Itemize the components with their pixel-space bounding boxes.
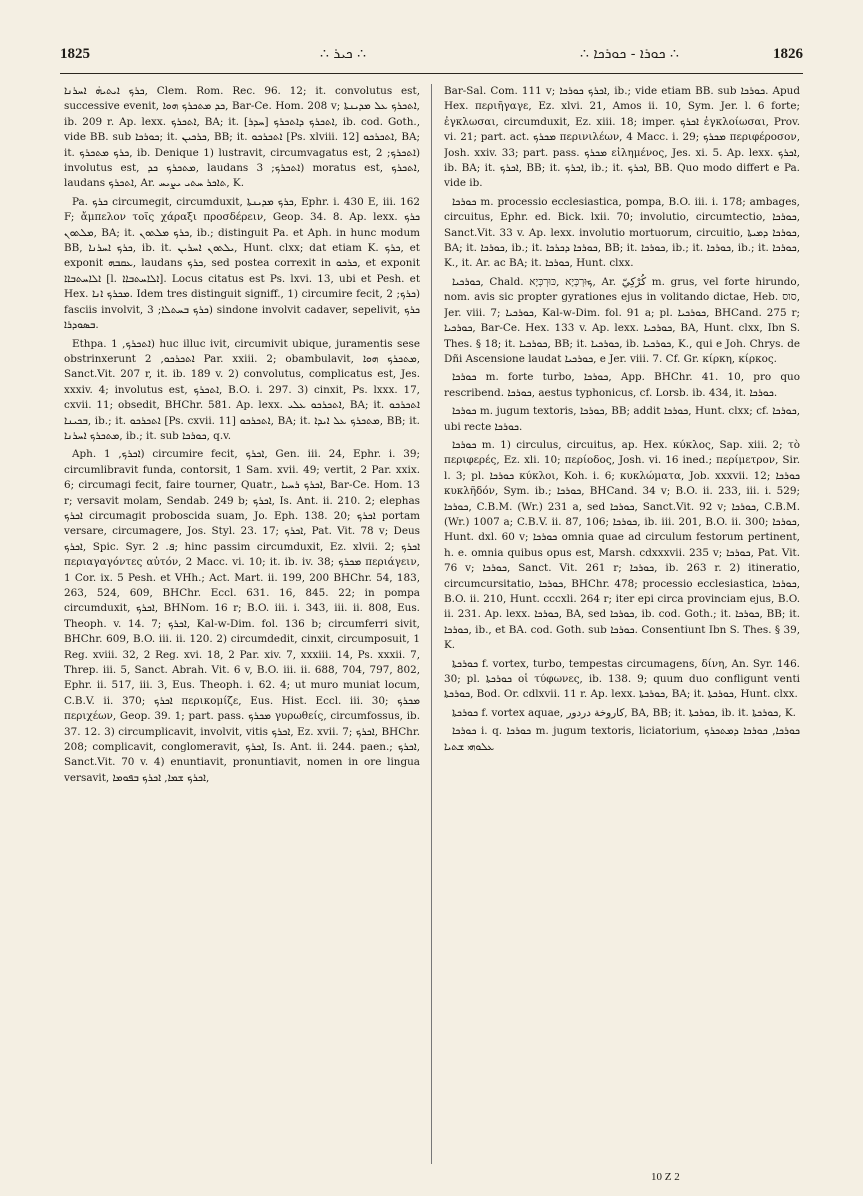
entry-paragraph: ܟܘܪܟܐ m. processio ecclesiastica, pompa, B.O. iii. i. 178; ambages, circuitus, Ephr. ed. Bick. lxii. 70; involutio, circumtectio, ܟܘܪܟܐ, Sanct.Vit. 33 v. Ap. lexx. involutio mortuorum, circuitio, ܟܘܪܟܐ ܕܡܝܬܐ, BA; it. ܟܘܪܟܐ, ib.; it. ܟܘܪܟܐ ܕܟܪܟܐ, BB; it. ܟܘܪܟܐ, ib.; it. ܟܘܪܟܐ, ib.; it. ܟܘܪܟܐ, K., it. Ar. ac BA; it. ܟܘܪܟܐ, Hunt. clxx.	[444, 195, 800, 270]
header-rule	[60, 73, 803, 74]
left-column	[64, 84, 420, 1164]
entry-paragraph: Aph. ܐܟܪܟ, 1) circumire fecit, ܐܟܪܟ, Gen. iii. 24, Ephr. i. 39; circumlibravit funda, contorsit, 1 Sam. xvii. 49; vertit, 2 Par. xxix. 6; circumagi fecit, faire tourner, Quatr., ܐܟܪܟ ܪܚܝܐ, Bar-Ce. Hom. 13 r; versavit molam, Sendab. 249 b; ܐܟܪܟ, Is. Ant. ii. 210. 2; elephas ܐܟܪܟ circumagit proboscida suam, Jo. Eph. 138. 20; ܐܟܪܟ portam versare, circumagere, Jos. Styl. 23. 17; ܐܟܪܟ, Pat. Vit. 78 v; Deus ܐܟܪܟ, Spic. Syr. ܦ. 2; hinc passim circumduxit, Ez. xlvii. 2; ܐܟܪܟ περιαγαγόντες αὐτόν, 2 Macc. vi. 10; it. ib. iv. 38; ܡܟܪܟ περιάγειν, 1 Cor. ix. 5 Pesh. et VHh.; Act. Mart. ii. 199, 200 BHChr. 54, 183, 263, 524, 609, BHChr. Eccl. 631. 16, 845. 22; in pompa circumduxit, ܐܟܪܟ, BHNom. 16 r; B.O. iii. i. 343, iii. ii. 808, Eus. Theoph. v. 14. 7; ܐܟܪܟ, Kal-w-Dim. fol. 136 b; circumferri sivit, BHChr. 609, B.O. iii. ii. 120. 2) circumdedit, cinxit, circumposuit, 1 Reg. xviii. 32, 2 Reg. xvi. 18, 2 Par. xiv. 7, xxxiii. 14, Ps. xxxii. 7, Threp. iii. 5, Sanct. Abrah. Vit. 6 v, B.O. iii. ii. 688, 704, 797, 802, Ephr. ii. 517, iii. 3, Eus. Theoph. i. 62. 4; ut muro muniat locum, C.B.V. ii. 370; ܐܟܪܟ περικομίζε, Eus. Hist. Eccl. iii. 30; ܡܟܪܟ περιχέων, Geop. 39. 1; part. pass. ܡܟܪܟ γυρωθείς, circumfossus, ib. 37. 12. 3) circumplicavit, involvit, vitis ܐܟܪܟ, Ez. xvii. 7; ܐܟܪܟ, BHChr. 208; complicavit, conglomeravit, ܐܟܪܟ, Is. Ant. ii. 244. paen.; ܐܟܪܟ, Sanct.Vit. 70 v. 4) enuntiavit, pronuntiavit, nomen in ore lingua versavit, ܐܟܪܟ ܫܡܐ, ܐܟܪܟ ܒܦܘܡܐ,	[64, 448, 420, 784]
entry-paragraph: ܟܘܪܟܬܐ f. vortex aquae, كاروخة دردور, BA, BB; it. ܟܘܪܟܬܐ, ib. it. ܟܘܪܟܬܐ, K.	[452, 706, 796, 719]
entry-paragraph: ܟܘܪܟܬܐ f. vortex, turbo, tempestas circumagens, δίνη, An. Syr. 146. 30; pl. ܟܘܪܟܬܐ οἱ τύφωνες, ib. 138. 9; quum duo confligunt venti ܟܘܪܟܬܐ, Bod. Or. cdlxvii. 11 r. Ap. lexx. ܟܘܪܟܬܐ, BA; it. ܟܘܪܟܬܐ, Hunt. clxx.	[444, 657, 800, 701]
entry-paragraph: ܟܘܪܟܐ m. forte turbo, ܟܘܪܟܐ, App. BHChr. 41. 10, pro quo rescribend. ܟܘܪܟܐ, aestus typhonicus, cf. Lorsb. ib. 434, it. ܟܘܪܟܐ.	[444, 371, 800, 399]
entry-paragraph: Bar-Sal. Com. 111 v; ܐܟܪܟ ܟܘܪܟܐ, ib.; vide etiam BB. sub ܟܘܪܟܐ. Apud Hex. περιῆγαγε, Ez. xlvi. 21, Amos ii. 10, Sym. Jer. l. 6 forte; ἐγκλωσαι, circumduxit, Ez. xiii. 18; imper. ܐܟܪܟ ἐγκλοίωσαι, Prov. vi. 21; part. act. ܡܟܪܟ περινιλέων, 4 Macc. i. 29; ܡܟܪܟ περιφέροσον, Josh. xxiv. 33; part. pass. ܡܟܪܟ εἰλημένος, Jes. xi. 5. Ap. lexx. ܐܟܪܟ, ib. BA; it. ܐܟܪܟ, BB; it. ܐܟܪܟ, ib.; it. ܐܟܪܟ, BB. Quo modo differt e Pa. vide ib.	[444, 85, 800, 190]
entry-paragraph: Ethpa. ܐܬܟܪܟ, 1) huc illuc ivit, circumivit ubique, juramentis sese obstrinxerunt ܐܬܟܪܟܘ, 2 Par. xxiii. 2; obambulavit, ܡܬܟܪܟ ܗܘܐ, Sanct.Vit. 207 r, it. ib. 189 v. 2) convolutus, complicatus est, Jes. xxxiv. 4; involutus est, ܐܬܟܪܟ, B.O. i. 297. 3) cinxit, Ps. lxxx. 17, cxvii. 11; obsedit, BHChr. 581. Ap. lexx. ܐܬܟܪܟܘ ܥܠܝ, BA; it. ܐܬܟܪܟܘ ܒܟܝܢܐ, ib.; it. ܐܬܟܪܟܘ [Ps. cxvii. 11] ܐܬܟܪܟܘ, BA; it. ܡܬܟܪܟ ܥܠ ܐܝܕܐ, BB; it. ܡܬܟܪܟ ܐܚܪܢܐ, ib.; it. sub ܟܘܪܟܐ, q.v.	[64, 337, 420, 442]
entry-paragraph: ܟܘܪܟܐ m. 1) circulus, circuitus, ap. Hex. κύκλος, Sap. xiii. 2; τὸ περιφερές, Ez. xli. 10; περίοδος, Josh. vi. 16 ined.; περίμετρον, Sir. l. 3; pl. ܟܘܪܟܐ κύκλοι, Koh. i. 6; κυκλώματα, Job. xxxvii. 12; ܟܘܪܟܐ κυκλῆδόν, Sym. ib.; ܟܘܪܟܐ, BHCand. 34 v; B.O. ii. 233, iii. i. 529; ܟܘܪܟܐ, C.B.M. (Wr.) 231 a, sed ܟܘܪܟܐ, Sanct.Vit. 92 v; ܟܘܪܟܐ, C.B.M. (Wr.) 1007 a; C.B.V. ii. 87, 106; ܟܘܪܟܐ, ib. iii. 201, B.O. ii. 300; ܟܘܪܟܐ, Hunt. dxl. 60 v; ܟܘܪܟܐ omnia quae ad circulum festorum pertinent, h. e. omnia quibus opus est, Marsh. cdxxxvii. 235 v; ܟܘܪܟܐ, Pat. Vit. 76 v; ܟܘܪܟܐ, Sanct. Vit. 261 r; ܟܘܪܟܐ, ib. 263 r. 2) itineratio, circumcursitatio, ܟܘܪܟܐ, BHChr. 478; processio ecclesiastica, ܟܘܪܟܐ, B.O. ii. 210, Hunt. cccxli. 264 r; iter epi circa provinciam ejus, B.O. ii. 231. Ap. lexx. ܟܘܪܟܐ, BA, sed ܟܘܪܟܐ, ib. cod. Goth.; it. ܟܘܪܟܐ, BB; it. ܟܘܪܟܐ, ib., et BA. cod. Goth. sub ܟܘܪܟܐ. Consentiunt Ibn S. Thes. § 39, K.	[444, 438, 800, 652]
running-head-right: ∴ ܟܘܪܐ - ܟܘܪܟܐ ∴	[580, 46, 679, 62]
column-divider	[431, 84, 432, 1164]
signature-mark: 10 Z 2	[651, 1171, 680, 1183]
right-column	[444, 84, 800, 1164]
page-number-left: 1825	[60, 45, 90, 62]
entry-paragraph: ܟܘܪܟܝܐ, Chald. ܟּוּרְכְּיָא ,כּוּרְכְּיָא, Ar. كُرْكِيّ m. grus, vel forte hirundo, nom. avis sic propter gyrationes ejus in volitando dictae, Heb. סוס, Jer. viii. 7; ܟܘܪܟܝܐ, Kal-w-Dim. fol. 91 a; pl. ܟܘܪܟܝܐ, BHCand. 275 r; ܟܘܪܟܝܐ, Bar-Ce. Hex. 133 v. Ap. lexx. ܟܘܪܟܝܐ, BA, Hunt. clxx, Ibn S. Thes. § 18; it. ܟܘܪܟܝܐ, BB; it. ܟܘܪܟܝܐ, ib. ܟܘܪܟܝܐ, K., qui e Joh. Chrys. de Dñi Ascensione laudat ܟܘܪܟܝܐ, e Jer. viii. 7. Cf. Gr. κίρκη, κίρκος.	[444, 275, 800, 365]
entry-paragraph: ܟܪܟ ܐܝܬܝܗ̇ ܐܚܪܢܐ, Clem. Rom. Rec. 96. 12; it. convolutus est, successive evenit, ܟܕ ܡܬܟܪܟ ܗܘܐ, Bar-Ce. Hom. 208 v; ܐܬܟܪܟ ܥܠ ܡܕܝܢܬܐ, ib. 209 r. Ap. lexx. ܐܬܟܪܟ, BA; it. ܐܬܟܪܟ ܕܐܬܟܪܟ [ܚܕܪ], ib. cod. Goth., vide BB. sub ܟܘܪܟܐ; it. ܟܪܟܝܢ, BB; it. ܐܬܟܪܟܘ [Ps. xlviii. 12] ܐܬܟܪܟܘ, BA; it. ܟܪܟ ܡܬܟܪܟ, ib. Denique 1) lustravit, circumvagatus est, ܐܬܟܪܟ; 2) involutus est, ܡܬܟܪܟ ܟܕ, laudans ܐܬܟܪܟ; 3) moratus est, ܐܬܟܪܟ, laudans ܐܬܟܪܟ, Ar. ܬܐܟܪ ܚܬܝ ܝܨܝܚ, K.	[64, 85, 420, 190]
running-head-left: ∴ ܟܝܪ ∴	[320, 46, 367, 62]
entry-paragraph: Pa. ܟܪܟ circumegit, circumduxit, ܟܪܟ ܡܕܝܢܬܐ, Ephr. i. 430 E, iii. 162 F; ἄμπελον τοῖς χάραξι προσδέρειν, Geop. 34. 8. Ap. lexx. ܟܪܟ ܡܠܬܘܢ, BA; it. ܟܪܟ ܡܠܬܘܢ, ib.; distinguit Pa. et Aph. in hunc modum BB, ܟܪܟ ܐܚܪܢܐ, ib. it. ܝܠܬܘܢ ܐܚܪܝܢ, Hunt. clxx; dat etiam K. ܟܪܟ, et exponit ܥܩܒܗ, laudans ܟܪܟ, sed postea correxit in ܟܪܟܘ, et exponit ܐܠܐܚܬܒܐܐ [l. ܐܠܐܚܬܒܐܐ]. Locus citatus est Ps. lxvi. 13, ubi et Pesh. et Hex. ܡܟܪܟ ܐܢܐ. Idem tres distinguit signiff., 1) circumire fecit, ܟܪܟ; 2) fasciis involvit, ܟܪܟ ܒܚܬܠܐ; 3) sindone involvit cadaver, sepelivit, ܟܪܟ ܒܣܘܕܪܐ.	[64, 195, 420, 332]
entry-paragraph: ܟܘܪܟܐ i. q. ܟܘܪܟܐ m. jugum textoris, liciatorium, ܟܘܪܟܐ, ܟܘܪܟܐ ܕܡܬܟܪܟ ܥܠܘܗܝ ܫܬܝܐ	[444, 725, 800, 753]
page-number-right: 1826	[773, 45, 803, 62]
page-header	[60, 40, 803, 68]
entry-paragraph: ܟܘܪܟܐ m. jugum textoris, ܟܘܪܟܐ, BB; addit ܟܘܪܟܐ, Hunt. clxx; cf. ܟܘܪܟܐ, ubi recte ܟܘܪܟܐ.	[444, 405, 800, 433]
